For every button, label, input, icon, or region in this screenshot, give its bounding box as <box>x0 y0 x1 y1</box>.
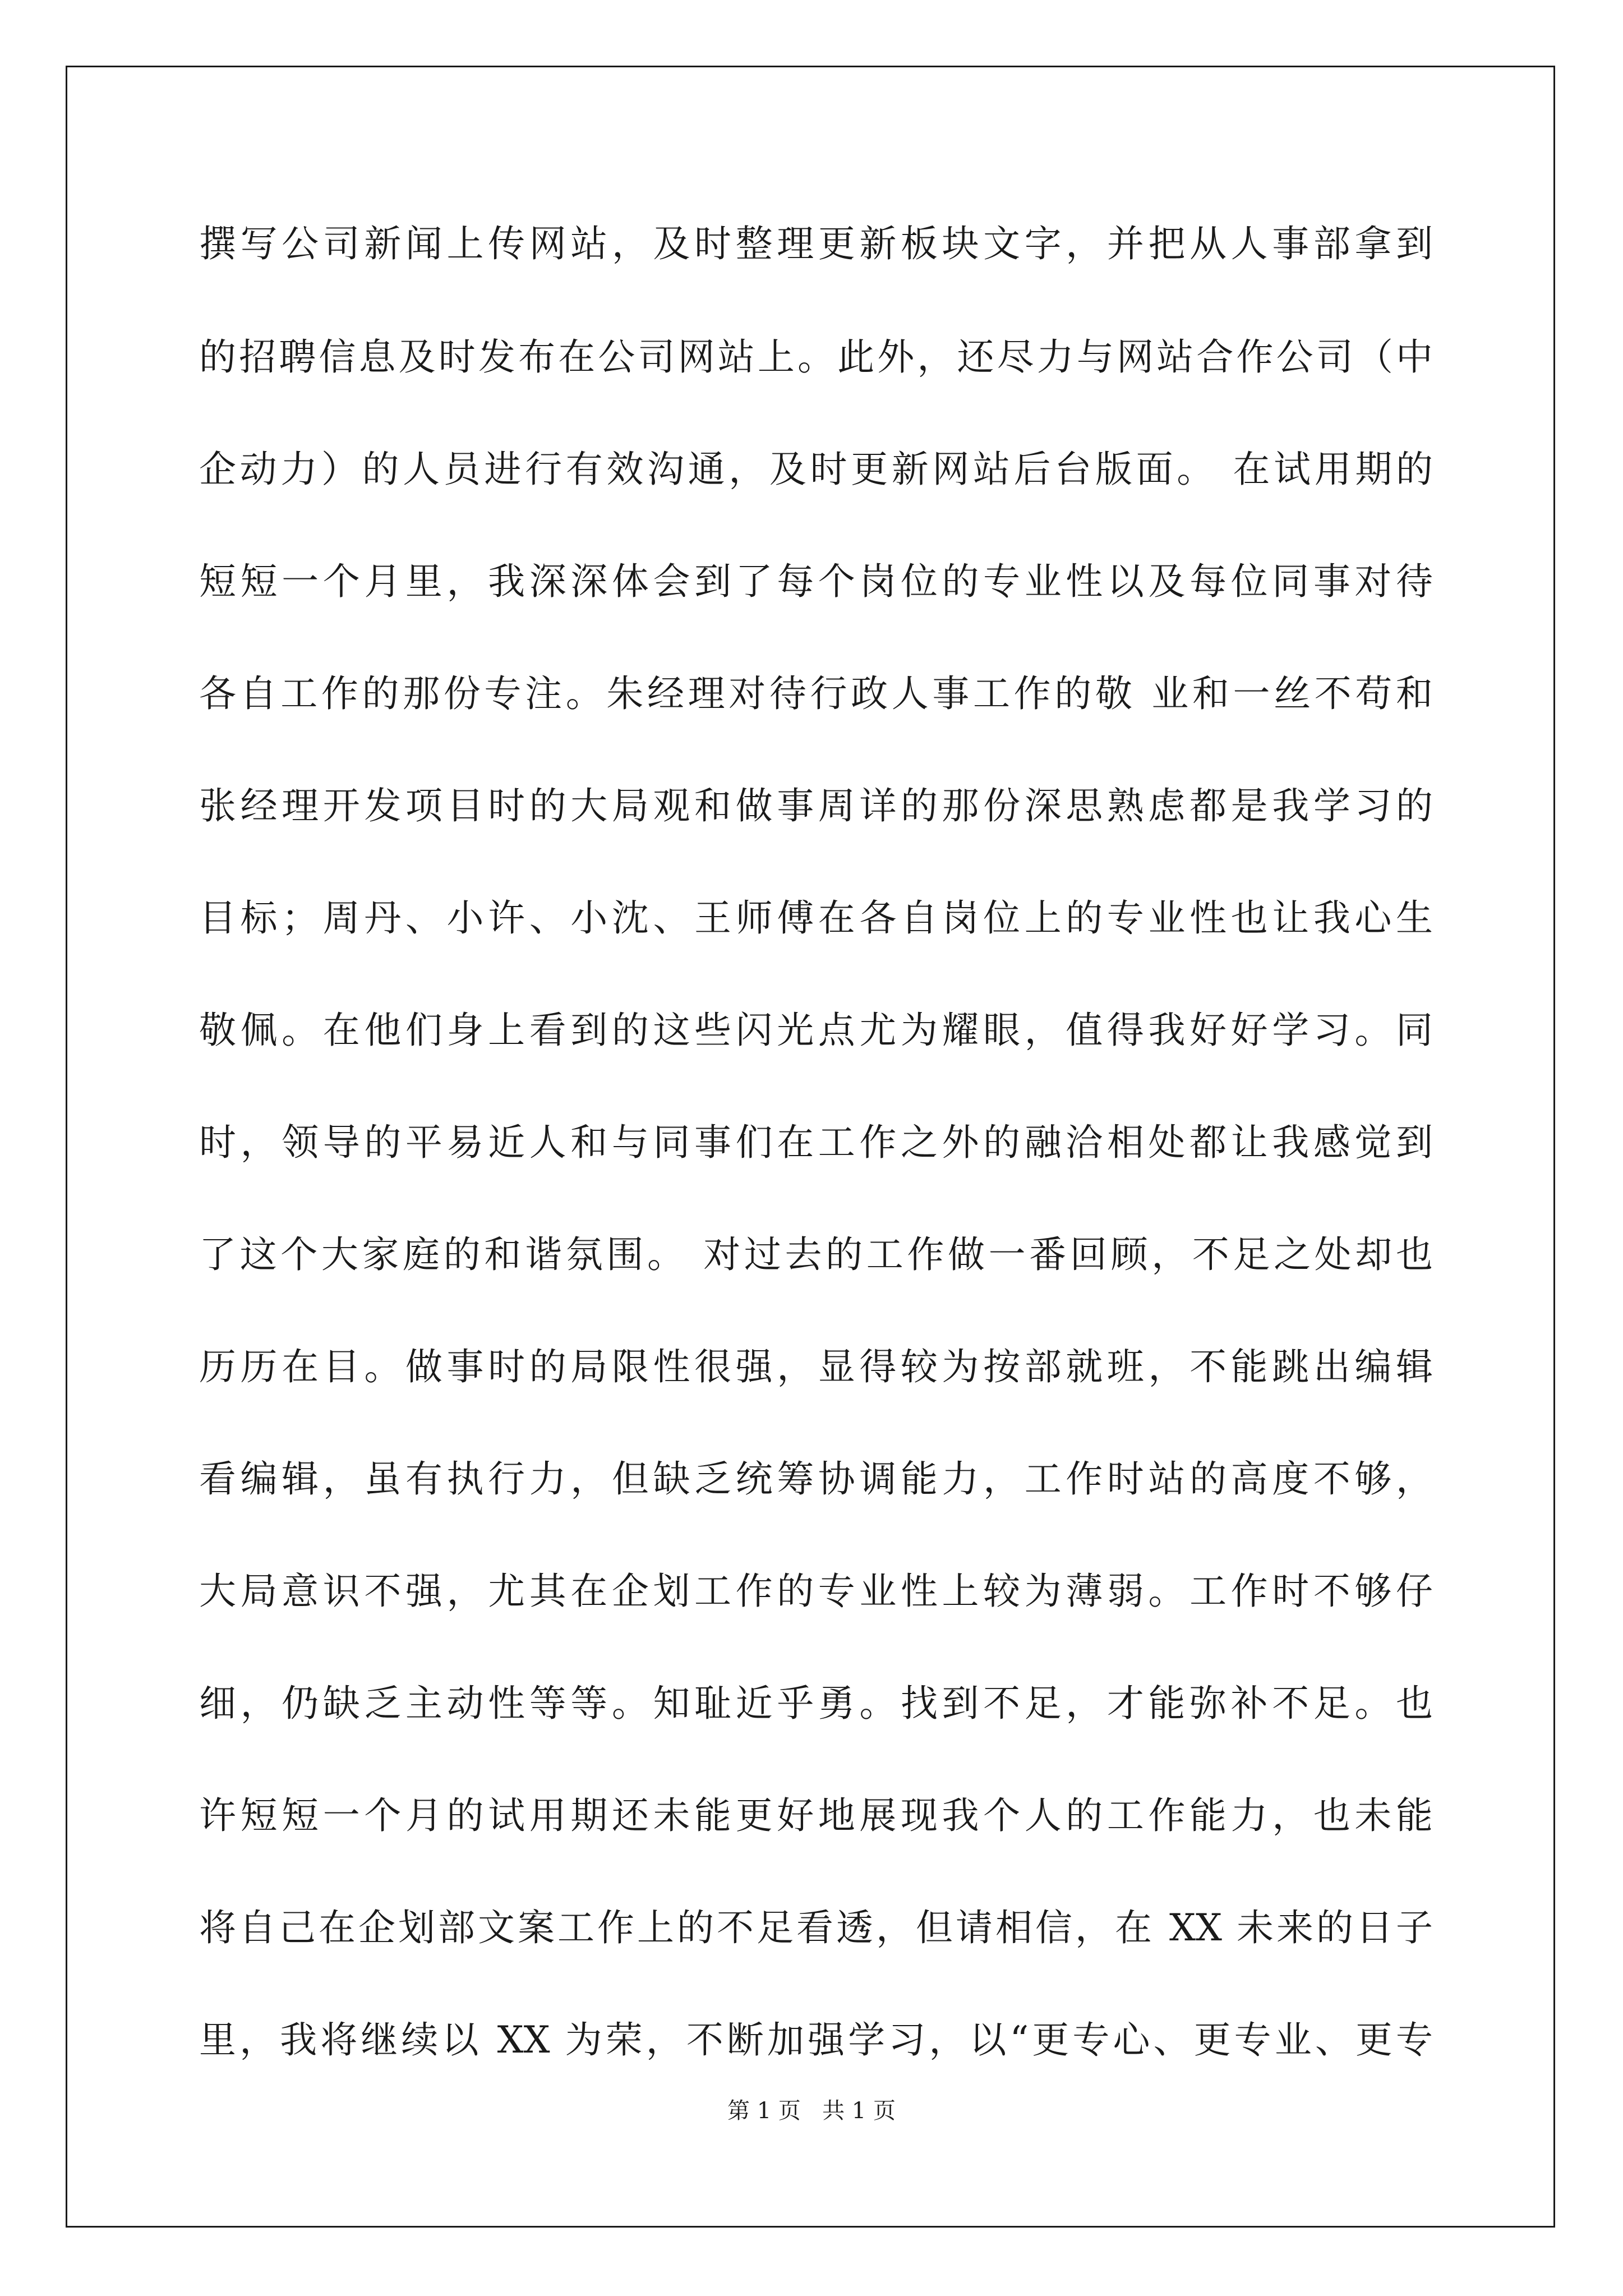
text-line: 将自己在企划部文案工作上的不足看透，但请相信，在 XX 未来的日子 <box>199 1906 1433 1949</box>
text-line: 撰写公司新闻上传网站，及时整理更新板块文字，并把从人事部拿到 <box>199 222 1433 265</box>
text-line: 了这个大家庭的和谐氛围。 对过去的工作做一番回顾，不足之处却也 <box>199 1233 1433 1276</box>
text-line: 的招聘信息及时发布在公司网站上。此外，还尽力与网站合作公司（中 <box>199 335 1433 379</box>
text-line: 历历在目。做事时的局限性很强，显得较为按部就班，不能跳出编辑 <box>199 1345 1433 1388</box>
text-line: 短短一个月里，我深深体会到了每个岗位的专业性以及每位同事对待 <box>199 560 1433 603</box>
text-line: 时，领导的平易近人和与同事们在工作之外的融洽相处都让我感觉到 <box>199 1121 1433 1164</box>
page-number-footer: 第 1 页 共 1 页 <box>727 2098 896 2124</box>
text-line: 里，我将继续以 XX 为荣，不断加强学习，以“更专心、更专业、更专 <box>199 2018 1433 2062</box>
text-line: 看编辑，虽有执行力，但缺乏统筹协调能力，工作时站的高度不够， <box>199 1457 1433 1501</box>
text-line: 张经理开发项目时的大局观和做事周详的那份深思熟虑都是我学习的 <box>199 784 1433 827</box>
text-line: 许短短一个月的试用期还未能更好地展现我个人的工作能力，也未能 <box>199 1794 1433 1837</box>
text-line: 目标；周丹、小许、小沈、王师傅在各自岗位上的专业性也让我心生 <box>199 896 1433 940</box>
text-line: 各自工作的那份专注。朱经理对待行政人事工作的敬 业和一丝不苟和 <box>199 672 1433 715</box>
text-line: 企动力）的人员进行有效沟通，及时更新网站后台版面。 在试用期的 <box>199 448 1433 491</box>
text-line: 敬佩。在他们身上看到的这些闪光点尤为耀眼，值得我好好学习。同 <box>199 1009 1433 1052</box>
text-line: 细，仍缺乏主动性等等。知耻近乎勇。找到不足，才能弥补不足。也 <box>199 1682 1433 1725</box>
text-line: 大局意识不强，尤其在企划工作的专业性上较为薄弱。工作时不够仔 <box>199 1570 1433 1613</box>
